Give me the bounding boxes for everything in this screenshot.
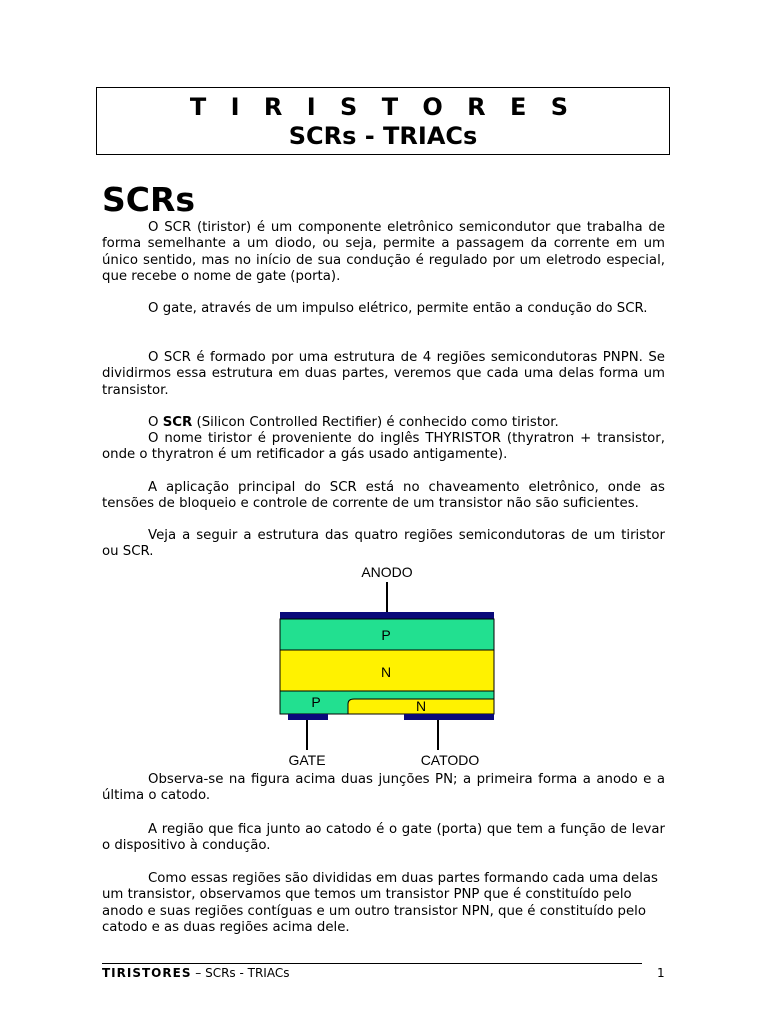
paragraph-5: O nome tiristor é proveniente do inglês THYRISTOR (thyratron + transistor, onde o thyratron é um retificador a gás usado antigamente).: [102, 431, 665, 463]
paragraph-4: [102, 415, 665, 431]
paragraph-10: Como essas regiões são divididas em duas partes formando cada uma delas um transistor, observamos que temos um transistor PNP que é constituído pelo anodo e suas regiões contíguas e um outro transistor NPN, que é constituído pelo catodo e as duas regiões acima dele.: [102, 871, 658, 935]
scr-structure-diagram: [270, 562, 510, 772]
paragraph-8: Observa-se na figura acima duas junções PN; a primeira forma a anodo e a última o catodo.: [102, 772, 665, 804]
footer-divider: [102, 963, 642, 964]
footer-text: [102, 965, 289, 981]
section-heading: SCRs: [102, 180, 196, 219]
cathode-label: CATODO: [420, 752, 480, 768]
region-p-top-label: P: [381, 627, 391, 643]
region-n-cathode-label: N: [415, 698, 427, 714]
gate-label: GATE: [288, 752, 326, 768]
paragraph-2: O gate, através de um impulso elétrico, permite então a condução do SCR.: [148, 301, 648, 316]
paragraph-3: O SCR é formado por uma estrutura de 4 regiões semicondutoras PNPN. Se dividirmos essa estrutura em duas partes, veremos que cada uma delas forma um transistor.: [102, 350, 665, 398]
paragraph-4-bold: SCR: [162, 415, 193, 430]
anode-label: ANODO: [361, 564, 413, 580]
document-title: T I R I S T O R E S: [189, 93, 577, 121]
cathode-electrode: [404, 714, 494, 720]
footer-bold: TIRISTORES: [102, 966, 192, 980]
paragraph-4-pre: O: [148, 415, 163, 430]
title-box: [96, 87, 670, 155]
region-p-gate-label: P: [311, 694, 321, 710]
gate-electrode: [288, 714, 328, 720]
paragraph-9: A região que fica junto ao catodo é o gate (porta) que tem a função de levar o dispositivo à condução.: [102, 822, 665, 854]
footer-rest: – SCRs - TRIACs: [191, 966, 290, 980]
paragraph-4-post: (Silicon Controlled Rectifier) é conhecido como tiristor.: [192, 415, 559, 430]
page-number: 1: [657, 966, 665, 980]
region-n-middle-label: N: [380, 664, 392, 680]
paragraph-1: O SCR (tiristor) é um componente eletrônico semicondutor que trabalha de forma semelhante a um diodo, ou seja, permite a passagem da corrente em um único sentido, mas no início de sua condução é regulado por um eletrodo especial, que recebe o nome de gate (porta).: [102, 220, 665, 284]
document-subtitle: SCRs - TRIACs: [288, 122, 478, 150]
paragraph-6: A aplicação principal do SCR está no chaveamento eletrônico, onde as tensões de bloqueio e controle de corrente de um transistor não são suficientes.: [102, 480, 665, 512]
anode-electrode: [280, 612, 494, 619]
paragraph-7: Veja a seguir a estrutura das quatro regiões semicondutoras de um tiristor ou SCR.: [102, 528, 665, 560]
